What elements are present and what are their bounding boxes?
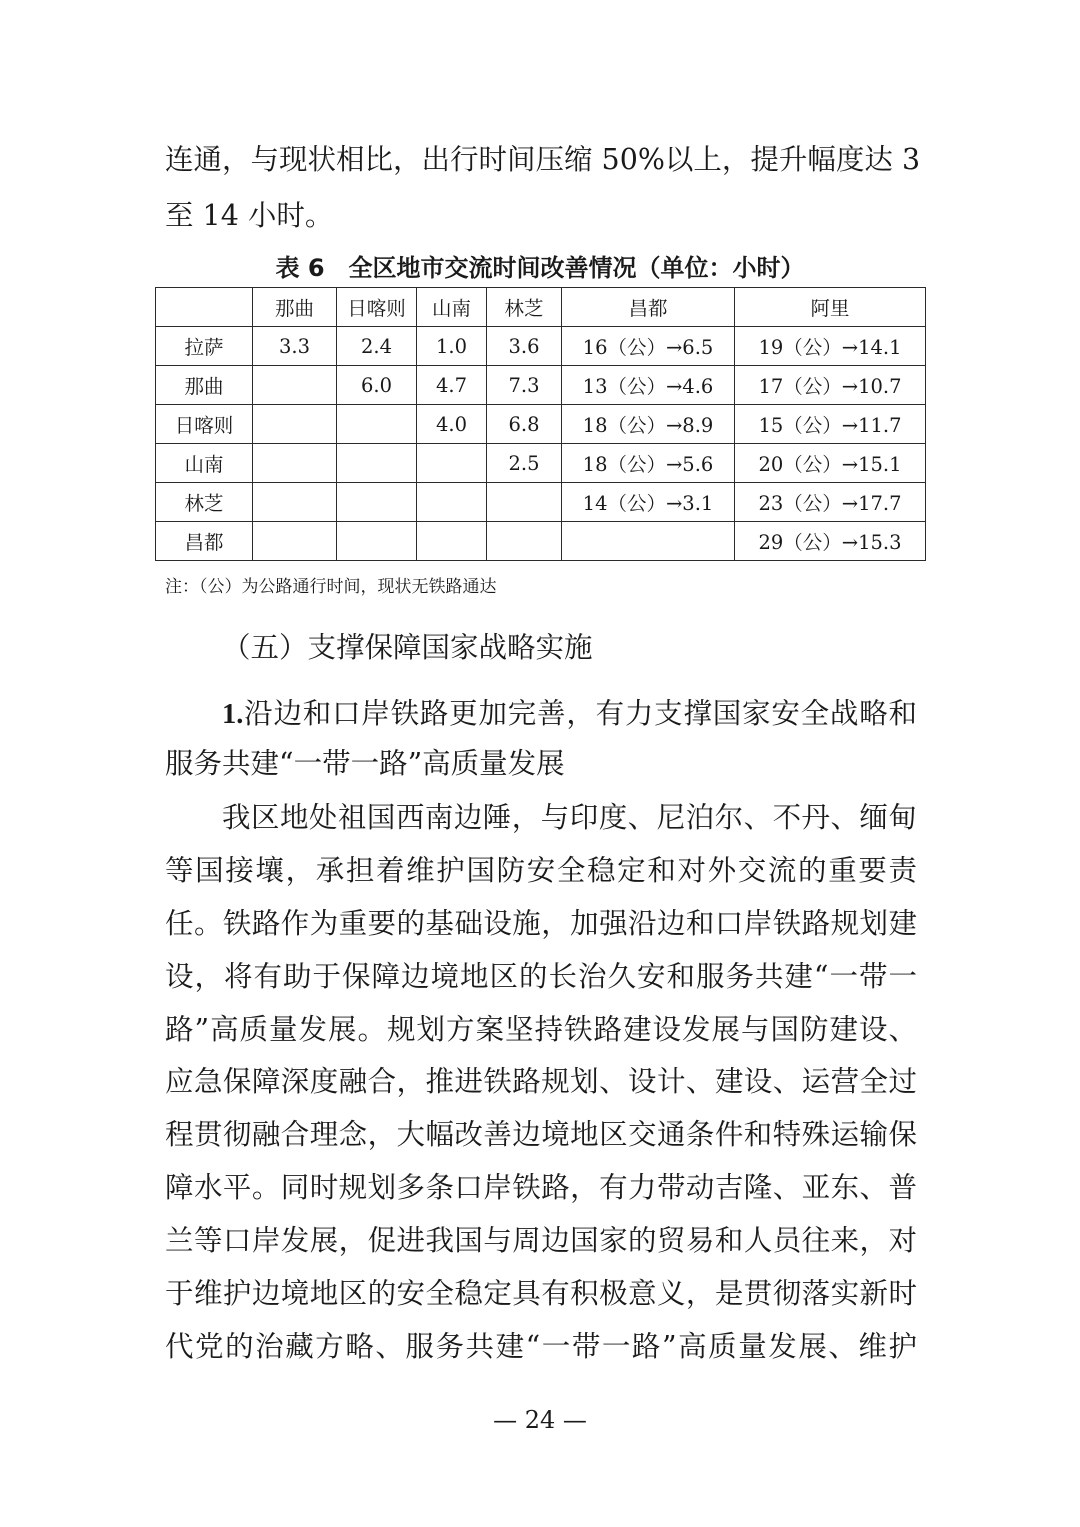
body-line-11: 代党的治藏方略、服务共建“一带一路”高质量发展、维护 — [165, 1330, 917, 1363]
table-cell: 23（公）→17.7 — [735, 483, 926, 522]
table-cell: 3.6 — [487, 327, 562, 366]
table-cell: 6.0 — [337, 366, 417, 405]
table-row — [156, 405, 926, 444]
header-cell: 林芝 — [487, 288, 562, 327]
table-cell — [417, 444, 487, 483]
body-line-5: 路”高质量发展。规划方案坚持铁路建设发展与国防建设、 — [165, 1013, 917, 1046]
table-cell: 2.5 — [487, 444, 562, 483]
table-cell: 4.0 — [417, 405, 487, 444]
body-line-1: 我区地处祖国西南边陲，与印度、尼泊尔、不丹、缅甸 — [222, 801, 917, 834]
time-improvement-table — [155, 287, 926, 561]
body-line-7: 程贯彻融合理念，大幅改善边境地区交通条件和特殊运输保 — [165, 1118, 917, 1151]
table-cell — [487, 522, 562, 561]
table-row — [156, 444, 926, 483]
subheading-text: 沿边和口岸铁路更加完善，有力支撑国家安全战略和 — [243, 697, 917, 730]
table-cell — [337, 522, 417, 561]
table-cell: 16（公）→6.5 — [562, 327, 735, 366]
header-cell: 日喀则 — [337, 288, 417, 327]
table-cell — [253, 405, 337, 444]
table-cell — [417, 522, 487, 561]
table-cell — [253, 483, 337, 522]
page-number: — 24 — — [493, 1406, 587, 1434]
table-cell: 19（公）→14.1 — [735, 327, 926, 366]
row-label-cell: 那曲 — [156, 366, 253, 405]
table-cell: 2.4 — [337, 327, 417, 366]
table-cell: 13（公）→4.6 — [562, 366, 735, 405]
table-row — [156, 366, 926, 405]
table-cell: 18（公）→8.9 — [562, 405, 735, 444]
table-cell — [253, 522, 337, 561]
header-cell: 阿里 — [735, 288, 926, 327]
header-cell: 昌都 — [562, 288, 735, 327]
section-heading: （五）支撑保障国家战略实施 — [222, 631, 593, 664]
table-row — [156, 483, 926, 522]
table-cell: 3.3 — [253, 327, 337, 366]
table-header-row — [156, 288, 926, 327]
table-cell: 15（公）→11.7 — [735, 405, 926, 444]
table-cell: 7.3 — [487, 366, 562, 405]
table-cell: 17（公）→10.7 — [735, 366, 926, 405]
row-label-cell: 林芝 — [156, 483, 253, 522]
table-caption: 表 6 全区地市交流时间改善情况（单位：小时） — [275, 254, 805, 282]
row-label-cell: 山南 — [156, 444, 253, 483]
table-cell: 18（公）→5.6 — [562, 444, 735, 483]
subheading-number: 1. — [222, 699, 244, 730]
table-cell — [253, 366, 337, 405]
subheading-line-2: 服务共建“一带一路”高质量发展 — [165, 747, 565, 780]
table-cell — [337, 444, 417, 483]
body-line-10: 于维护边境地区的安全稳定具有积极意义，是贯彻落实新时 — [165, 1277, 917, 1310]
body-line-4: 设，将有助于保障边境地区的长治久安和服务共建“一带一 — [165, 960, 917, 993]
row-label-cell: 昌都 — [156, 522, 253, 561]
header-cell — [156, 288, 253, 327]
table-cell: 1.0 — [417, 327, 487, 366]
table-cell — [253, 444, 337, 483]
table-cell — [337, 405, 417, 444]
intro-line-1: 连通，与现状相比，出行时间压缩 50%以上，提升幅度达 3 — [165, 143, 921, 176]
table-cell: 29（公）→15.3 — [735, 522, 926, 561]
intro-line-2: 至 14 小时。 — [165, 199, 334, 232]
table-cell — [417, 483, 487, 522]
header-cell: 那曲 — [253, 288, 337, 327]
row-label-cell: 日喀则 — [156, 405, 253, 444]
body-line-2: 等国接壤，承担着维护国防安全稳定和对外交流的重要责 — [165, 854, 917, 887]
body-line-9: 兰等口岸发展，促进我国与周边国家的贸易和人员往来，对 — [165, 1224, 917, 1257]
body-line-8: 障水平。同时规划多条口岸铁路，有力带动吉隆、亚东、普 — [165, 1171, 917, 1204]
table-cell — [562, 522, 735, 561]
row-label-cell: 拉萨 — [156, 327, 253, 366]
table-note: 注：（公）为公路通行时间，现状无铁路通达 — [165, 577, 497, 597]
subheading-line-1 — [222, 694, 917, 735]
table-cell: 6.8 — [487, 405, 562, 444]
table-cell — [337, 483, 417, 522]
table-cell: 14（公）→3.1 — [562, 483, 735, 522]
body-line-3: 任。铁路作为重要的基础设施，加强沿边和口岸铁路规划建 — [165, 907, 917, 940]
body-line-6: 应急保障深度融合，推进铁路规划、设计、建设、运营全过 — [165, 1065, 917, 1098]
table-cell — [487, 483, 562, 522]
header-cell: 山南 — [417, 288, 487, 327]
table-row — [156, 327, 926, 366]
table-cell: 20（公）→15.1 — [735, 444, 926, 483]
table-cell: 4.7 — [417, 366, 487, 405]
table-row — [156, 522, 926, 561]
